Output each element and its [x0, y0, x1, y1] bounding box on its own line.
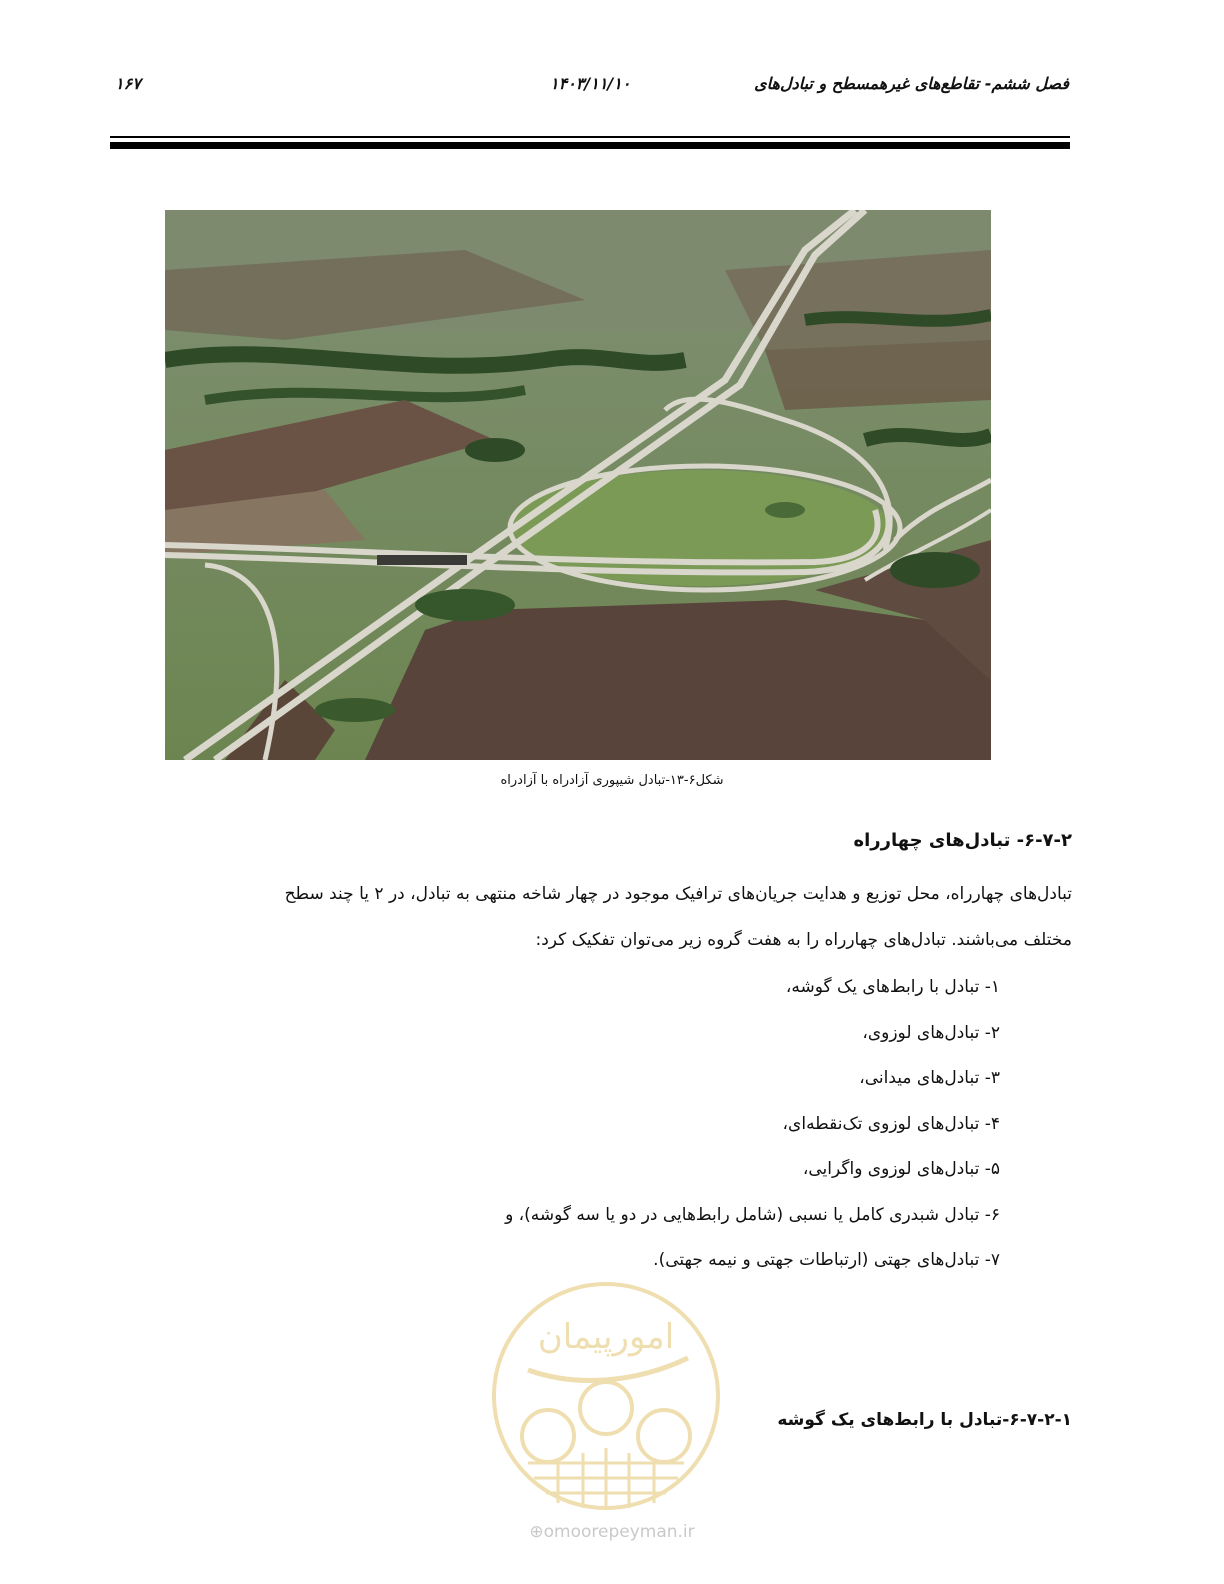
running-header-date: ۱۴۰۳/۱۱/۱۰ [550, 74, 631, 93]
watermark-logo-text: امورپیمان [537, 1317, 675, 1357]
paragraph-line-2: مختلف می‌باشند. تبادل‌های چهارراه را به هفت گروه زیر می‌توان تفکیک کرد: [535, 930, 1072, 950]
figure-caption: شکل۶-۱۳-تبادل شیپوری آزادراه با آزادراه [500, 773, 724, 788]
running-header-chapter: فصل ششم- تقاطع‌های غیرهمسطح و تبادل‌های [754, 74, 1069, 93]
header-rule-thin [110, 136, 1070, 138]
paragraph-line-1: تبادل‌های چهارراه، محل توزیع و هدایت جریان‌های ترافیک موجود در چهار شاخه منتهی به تبادل، در ۲ یا چند سطح [284, 884, 1072, 904]
subsection-heading: ۶-۷-۲-۱-تبادل با رابط‌های یک گوشه [777, 1410, 1072, 1430]
page-number: ۱۶۷ [115, 74, 141, 93]
list-item: ۶- تبادل شبدری کامل یا نسبی (شامل رابط‌هایی در دو یا سه گوشه)، و [505, 1204, 1000, 1225]
list-item: ۲- تبادل‌های لوزوی، [862, 1022, 1000, 1043]
section-heading: ۶-۷-۲- تبادل‌های چهارراه [853, 830, 1072, 851]
list-item: ۱- تبادل با رابط‌های یک گوشه، [785, 977, 1000, 997]
watermark-url: ⊕omoorepeyman.ir [529, 1522, 695, 1542]
header-rule-thick [110, 142, 1070, 149]
globe-icon: ⊕ [529, 1522, 544, 1542]
watermark-logo [488, 1278, 724, 1518]
interchange-aerial-photo [165, 210, 991, 760]
interchange-types-list [505, 974, 1000, 1293]
list-item: ۳- تبادل‌های میدانی، [859, 1068, 1000, 1088]
list-item: ۴- تبادل‌های لوزوی تک‌نقطه‌ای، [782, 1113, 1000, 1134]
list-item: ۷- تبادل‌های جهتی (ارتباطات جهتی و نیمه جهتی). [653, 1250, 1000, 1270]
list-item: ۵- تبادل‌های لوزوی واگرایی، [802, 1159, 1000, 1179]
